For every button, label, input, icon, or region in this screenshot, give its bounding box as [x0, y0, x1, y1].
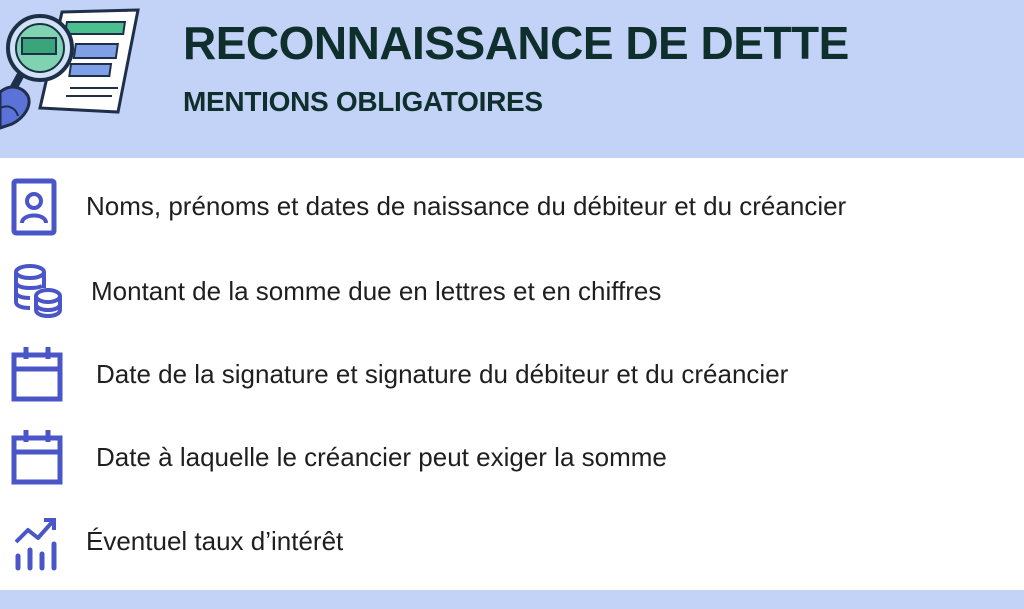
list-item	[0, 177, 1000, 237]
list-item-label: Date à laquelle le créancier peut exiger la somme	[96, 442, 667, 472]
list-item	[0, 262, 1000, 322]
list-item-label: Date de la signature et signature du débiteur et du créancier	[96, 359, 789, 389]
coins-icon	[10, 262, 66, 322]
header-banner	[0, 0, 1024, 158]
list-item	[0, 512, 1000, 572]
calendar-icon	[10, 345, 66, 405]
list-item-label: Noms, prénoms et dates de naissance du débiteur et du créancier	[86, 191, 847, 221]
list-item-label: Éventuel taux d’intérêt	[86, 526, 344, 556]
calendar-icon	[10, 428, 66, 488]
footer-band	[0, 590, 1024, 609]
page-subtitle: MENTIONS OBLIGATOIRES	[183, 86, 543, 117]
list-item	[0, 428, 1000, 488]
growth-chart-icon	[10, 512, 66, 572]
document-magnifier-icon	[0, 0, 150, 140]
page-title: RECONNAISSANCE DE DETTE	[183, 17, 849, 69]
user-card-icon	[10, 177, 66, 237]
list-item	[0, 345, 1000, 405]
list-item-label: Montant de la somme due en lettres et en chiffres	[91, 276, 662, 306]
